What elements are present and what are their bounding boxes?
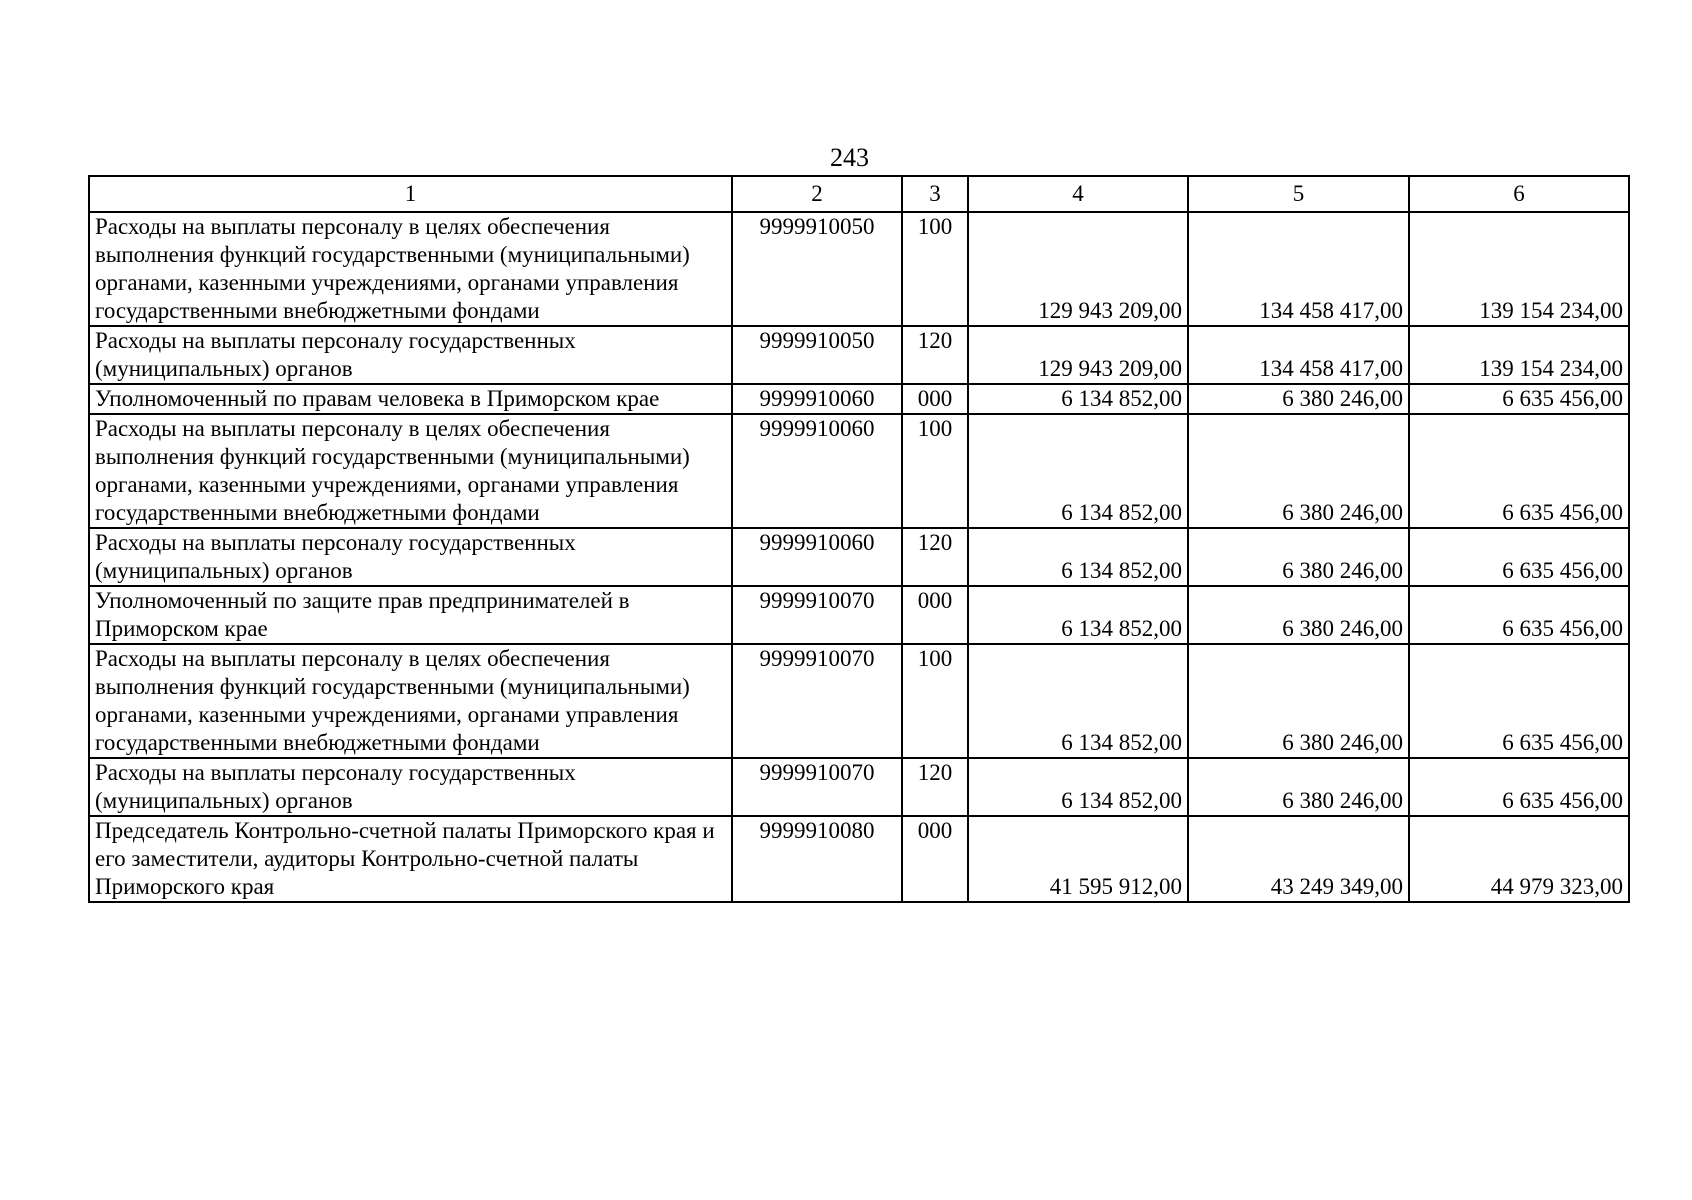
amount-year-2: 6 380 246,00 <box>1188 758 1409 816</box>
amount-year-2: 6 380 246,00 <box>1188 586 1409 644</box>
amount-year-3: 6 635 456,00 <box>1409 414 1629 528</box>
expense-type: 100 <box>902 414 968 528</box>
amount-year-3: 139 154 234,00 <box>1409 212 1629 326</box>
column-header-5: 5 <box>1188 176 1409 212</box>
target-code: 9999910070 <box>732 758 902 816</box>
column-header-2: 2 <box>732 176 902 212</box>
expense-type: 120 <box>902 326 968 384</box>
table-row <box>89 326 1629 384</box>
amount-year-3: 6 635 456,00 <box>1409 586 1629 644</box>
header-row <box>89 176 1629 212</box>
expense-name: Уполномоченный по защите прав предпринимателей в Приморском крае <box>89 586 732 644</box>
amount-year-3: 44 979 323,00 <box>1409 816 1629 902</box>
table-row <box>89 212 1629 326</box>
expense-name: Расходы на выплаты персоналу в целях обеспечения выполнения функций государственными (муниципальными) органами, казенными учреждениями, органами управления государственными внебюджетными фондами <box>89 644 732 758</box>
column-header-1: 1 <box>89 176 732 212</box>
amount-year-3: 6 635 456,00 <box>1409 644 1629 758</box>
expense-name: Расходы на выплаты персоналу в целях обеспечения выполнения функций государственными (муниципальными) органами, казенными учреждениями, органами управления государственными внебюджетными фондами <box>89 212 732 326</box>
table-row <box>89 528 1629 586</box>
amount-year-1: 129 943 209,00 <box>968 326 1188 384</box>
expense-name: Расходы на выплаты персоналу государственных (муниципальных) органов <box>89 326 732 384</box>
table-row <box>89 586 1629 644</box>
amount-year-1: 6 134 852,00 <box>968 758 1188 816</box>
expense-type: 000 <box>902 816 968 902</box>
table-row <box>89 644 1629 758</box>
table-row <box>89 816 1629 902</box>
amount-year-2: 6 380 246,00 <box>1188 384 1409 414</box>
amount-year-1: 6 134 852,00 <box>968 586 1188 644</box>
table-row <box>89 414 1629 528</box>
amount-year-2: 6 380 246,00 <box>1188 644 1409 758</box>
table-header <box>89 176 1629 212</box>
target-code: 9999910070 <box>732 586 902 644</box>
expense-name: Расходы на выплаты персоналу государственных (муниципальных) органов <box>89 528 732 586</box>
amount-year-1: 6 134 852,00 <box>968 644 1188 758</box>
amount-year-2: 6 380 246,00 <box>1188 528 1409 586</box>
page-number: 243 <box>830 143 869 172</box>
column-header-3: 3 <box>902 176 968 212</box>
target-code: 9999910060 <box>732 528 902 586</box>
expense-name: Расходы на выплаты персоналу государственных (муниципальных) органов <box>89 758 732 816</box>
column-header-6: 6 <box>1409 176 1629 212</box>
amount-year-2: 134 458 417,00 <box>1188 212 1409 326</box>
column-header-4: 4 <box>968 176 1188 212</box>
table-row <box>89 758 1629 816</box>
amount-year-1: 41 595 912,00 <box>968 816 1188 902</box>
amount-year-1: 6 134 852,00 <box>968 414 1188 528</box>
amount-year-2: 6 380 246,00 <box>1188 414 1409 528</box>
expense-type: 100 <box>902 644 968 758</box>
target-code: 9999910060 <box>732 414 902 528</box>
target-code: 9999910070 <box>732 644 902 758</box>
table-row <box>89 384 1629 414</box>
expense-type: 000 <box>902 586 968 644</box>
expense-type: 120 <box>902 528 968 586</box>
amount-year-1: 6 134 852,00 <box>968 528 1188 586</box>
expense-type: 000 <box>902 384 968 414</box>
amount-year-2: 134 458 417,00 <box>1188 326 1409 384</box>
target-code: 9999910080 <box>732 816 902 902</box>
expense-name: Расходы на выплаты персоналу в целях обеспечения выполнения функций государственными (муниципальными) органами, казенными учреждениями, органами управления государственными внебюджетными фондами <box>89 414 732 528</box>
expense-type: 100 <box>902 212 968 326</box>
expense-name: Уполномоченный по правам человека в Приморском крае <box>89 384 732 414</box>
amount-year-1: 129 943 209,00 <box>968 212 1188 326</box>
target-code: 9999910050 <box>732 212 902 326</box>
target-code: 9999910050 <box>732 326 902 384</box>
amount-year-3: 6 635 456,00 <box>1409 384 1629 414</box>
amount-year-3: 139 154 234,00 <box>1409 326 1629 384</box>
budget-table <box>88 175 1630 903</box>
amount-year-2: 43 249 349,00 <box>1188 816 1409 902</box>
table-body <box>89 212 1629 902</box>
amount-year-1: 6 134 852,00 <box>968 384 1188 414</box>
expense-name: Председатель Контрольно-счетной палаты Приморского края и его заместители, аудиторы Контрольно-счетной палаты Приморского края <box>89 816 732 902</box>
amount-year-3: 6 635 456,00 <box>1409 758 1629 816</box>
expense-type: 120 <box>902 758 968 816</box>
amount-year-3: 6 635 456,00 <box>1409 528 1629 586</box>
target-code: 9999910060 <box>732 384 902 414</box>
